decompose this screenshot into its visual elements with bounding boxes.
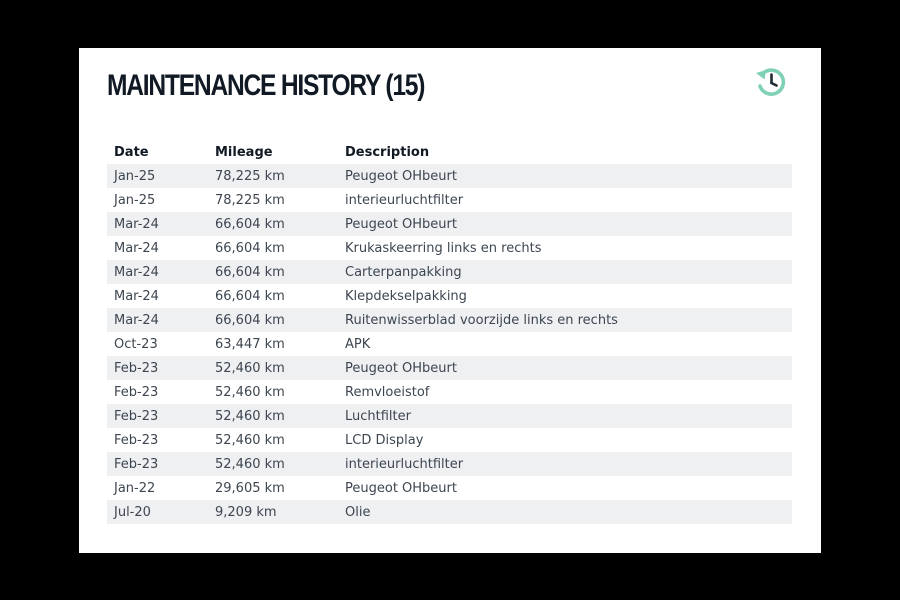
cell-mileage: 63,447 km	[215, 336, 285, 352]
cell-description: Ruitenwisserblad voorzijde links en rechts	[338, 308, 792, 332]
cell-description: Carterpanpakking	[338, 260, 792, 284]
cell-description: Krukaskeerring links en rechts	[345, 240, 542, 256]
cell-mileage: 52,460 km	[208, 356, 338, 380]
cell-date: Jan-25	[114, 192, 156, 208]
cell-mileage: 52,460 km	[215, 384, 285, 400]
table-row	[107, 380, 792, 404]
cell-date: Mar-24	[107, 212, 208, 236]
cell-description: interieurluchtfilter	[338, 452, 792, 476]
cell-date: Mar-24	[107, 308, 208, 332]
cell-date: Feb-23	[107, 356, 208, 380]
table-row	[107, 404, 792, 428]
maintenance-table	[107, 140, 792, 524]
cell-mileage: 29,605 km	[215, 480, 285, 496]
cell-mileage: 66,604 km	[208, 260, 338, 284]
cell-mileage: 52,460 km	[208, 404, 338, 428]
cell-mileage: 9,209 km	[208, 500, 338, 524]
table-row	[107, 236, 792, 260]
table-row	[107, 500, 792, 524]
cell-description: Remvloeistof	[345, 384, 430, 400]
table-row	[107, 164, 792, 188]
cell-description: Peugeot OHbeurt	[338, 212, 792, 236]
cell-description: Peugeot OHbeurt	[338, 164, 792, 188]
cell-mileage: 52,460 km	[215, 432, 285, 448]
maintenance-history-card	[79, 48, 821, 553]
column-header-date: Date	[114, 144, 149, 160]
table-row	[107, 284, 792, 308]
cell-date: Mar-24	[107, 260, 208, 284]
cell-date: Oct-23	[114, 336, 158, 352]
cell-description: Luchtfilter	[338, 404, 792, 428]
table-row	[107, 188, 792, 212]
cell-date: Feb-23	[107, 404, 208, 428]
table-row	[107, 332, 792, 356]
cell-mileage: 66,604 km	[208, 212, 338, 236]
cell-description: Peugeot OHbeurt	[338, 356, 792, 380]
cell-description: Peugeot OHbeurt	[345, 480, 457, 496]
column-header-mileage: Mileage	[215, 144, 273, 160]
cell-date: Jan-25	[107, 164, 208, 188]
table-row	[107, 356, 792, 380]
cell-description: interieurluchtfilter	[345, 192, 464, 208]
cell-date: Jul-20	[107, 500, 208, 524]
table-header-row	[107, 140, 792, 164]
table-row	[107, 260, 792, 284]
cell-description: APK	[345, 336, 371, 352]
table-row	[107, 428, 792, 452]
cell-description: LCD Display	[345, 432, 424, 448]
cell-date: Feb-23	[114, 432, 159, 448]
cell-mileage: 66,604 km	[215, 288, 285, 304]
column-header-description: Description	[345, 144, 430, 160]
table-row	[107, 308, 792, 332]
page-title: MAINTENANCE HISTORY (15)	[107, 69, 425, 102]
cell-description: Olie	[338, 500, 792, 524]
cell-mileage: 66,604 km	[215, 240, 285, 256]
history-icon[interactable]	[754, 64, 788, 98]
cell-date: Feb-23	[114, 384, 159, 400]
cell-mileage: 66,604 km	[208, 308, 338, 332]
cell-mileage: 52,460 km	[208, 452, 338, 476]
cell-date: Mar-24	[114, 240, 159, 256]
cell-mileage: 78,225 km	[215, 192, 285, 208]
table-row	[107, 452, 792, 476]
table-row	[107, 212, 792, 236]
cell-description: Klepdekselpakking	[345, 288, 467, 304]
cell-mileage: 78,225 km	[208, 164, 338, 188]
cell-date: Mar-24	[114, 288, 159, 304]
table-row	[107, 476, 792, 500]
cell-date: Jan-22	[114, 480, 156, 496]
cell-date: Feb-23	[107, 452, 208, 476]
